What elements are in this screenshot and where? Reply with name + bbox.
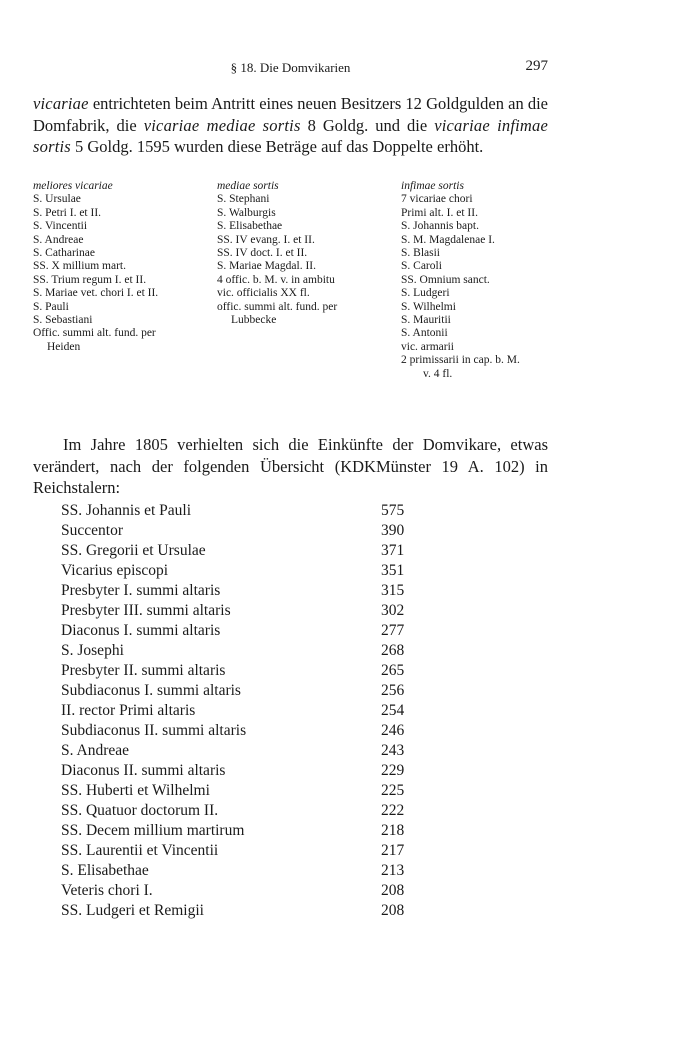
income-table <box>61 501 421 921</box>
vicar-name: S. Andreae <box>61 742 130 759</box>
table-row <box>61 821 421 841</box>
list-item: SS. Trium regum I. et II. <box>33 273 147 286</box>
list-item: 4 offic. b. M. v. in ambitu <box>217 273 335 286</box>
list-item: SS. Omnium sanct. <box>401 273 490 286</box>
table-row <box>61 701 421 721</box>
page-number: 297 <box>525 58 548 74</box>
column-heading: meliores vicariae <box>33 180 113 192</box>
vicar-name: SS. Ludgeri et Remigii <box>61 902 204 919</box>
vicar-name: S. Josephi <box>61 642 124 659</box>
income-amount: 222 <box>381 802 405 819</box>
list-item: vic. officialis XX fl. <box>217 287 310 300</box>
table-row <box>61 601 421 621</box>
list-item: S. Andreae <box>33 233 84 246</box>
running-title: § 18. Die Domvikarien <box>230 60 351 75</box>
income-amount: 246 <box>381 722 405 739</box>
vicar-name: Subdiaconus I. summi altaris <box>61 682 241 699</box>
list-item: SS. IV evang. I. et II. <box>217 233 315 246</box>
vicar-name: Presbyter I. summi altaris <box>61 582 221 599</box>
table-row <box>61 781 421 801</box>
table-row <box>61 761 421 781</box>
list-item: S. Antonii <box>401 327 448 340</box>
list-item: S. Stephani <box>217 193 270 206</box>
list-item: S. Petri I. et II. <box>33 206 102 219</box>
page-header <box>33 58 548 78</box>
table-row <box>61 521 421 541</box>
list-item: S. Mariae Magdal. II. <box>217 260 316 273</box>
list-item: SS. IV doct. I. et II. <box>217 247 308 260</box>
vicar-name: Vicarius episcopi <box>61 562 169 579</box>
italic-term: vicariae <box>33 94 89 113</box>
list-item: S. Walburgis <box>217 206 276 219</box>
table-row <box>61 561 421 581</box>
table-row <box>61 621 421 641</box>
list-item: S. Ursulae <box>33 193 81 206</box>
income-amount: 315 <box>381 582 405 599</box>
income-amount: 371 <box>381 542 405 559</box>
list-item: 2 primissarii in cap. b. M. <box>401 354 520 367</box>
table-row <box>61 801 421 821</box>
vicar-name: SS. Johannis et Pauli <box>61 502 192 519</box>
list-item: Primi alt. I. et II. <box>401 206 478 219</box>
column-meliores <box>33 180 213 354</box>
income-amount: 268 <box>381 642 405 659</box>
vicar-name: SS. Decem millium martirum <box>61 822 245 839</box>
list-item: Lubbecke <box>231 314 277 327</box>
table-row <box>61 721 421 741</box>
income-amount: 265 <box>381 662 405 679</box>
intro-paragraph <box>33 93 548 158</box>
list-item: S. Catharinae <box>33 247 95 260</box>
income-amount: 302 <box>381 602 405 619</box>
table-row <box>61 641 421 661</box>
list-item: S. Elisabethae <box>217 220 283 233</box>
list-item: S. Sebastiani <box>33 314 93 327</box>
table-row <box>61 581 421 601</box>
income-amount: 254 <box>381 702 405 719</box>
vicar-name: SS. Huberti et Wilhelmi <box>61 782 210 799</box>
income-amount: 217 <box>381 842 405 859</box>
list-item: Offic. summi alt. fund. per <box>33 327 156 340</box>
vicar-name: II. rector Primi altaris <box>61 702 196 719</box>
table-row <box>61 541 421 561</box>
income-table-body <box>61 501 421 921</box>
income-amount: 225 <box>381 782 405 799</box>
list-item: SS. X millium mart. <box>33 260 126 273</box>
column-heading: mediae sortis <box>217 180 279 192</box>
column-infimae <box>401 180 561 381</box>
income-amount: 218 <box>381 822 405 839</box>
column-heading: infimae sortis <box>401 180 464 192</box>
list-item: S. Johannis bapt. <box>401 220 479 233</box>
income-amount: 229 <box>381 762 405 779</box>
paragraph-text: 5 Goldg. 1595 wurden diese Beträge auf das Doppelte erhöht. <box>70 137 484 156</box>
vicar-name: SS. Quatuor doctorum II. <box>61 802 219 819</box>
list-item: vic. armarii <box>401 340 455 353</box>
paragraph-text: Im Jahre 1805 verhielten sich die Einkünfte der Domvikare, etwas verändert, nach der folgenden Übersicht (KDKMünster 19 A. 102) in Reichstalern: <box>33 435 548 497</box>
vicar-name: SS. Gregorii et Ursulae <box>61 542 206 559</box>
income-amount: 213 <box>381 862 405 879</box>
vicar-name: Presbyter III. summi altaris <box>61 602 231 619</box>
table-row <box>61 901 421 921</box>
income-amount: 256 <box>381 682 405 699</box>
table-row <box>61 861 421 881</box>
table-row <box>61 661 421 681</box>
table-row <box>61 741 421 761</box>
table-row <box>61 841 421 861</box>
list-item: S. Vincentii <box>33 220 88 233</box>
list-item: S. Caroli <box>401 260 442 273</box>
income-paragraph <box>33 434 548 499</box>
list-item: S. Wilhelmi <box>401 300 456 313</box>
list-item: S. Pauli <box>33 300 69 313</box>
income-amount: 277 <box>381 622 405 639</box>
list-item: offic. summi alt. fund. per <box>217 300 338 313</box>
vicar-name: Succentor <box>61 522 123 539</box>
list-item: S. Mariae vet. chori I. et II. <box>33 287 159 300</box>
list-item: S. M. Magdalenae I. <box>401 233 495 246</box>
vicar-name: Presbyter II. summi altaris <box>61 662 226 679</box>
paragraph-text: entrichteten beim Antritt eines neuen Besitzers 12 Goldgulden an die Domfabrik, die <box>33 94 548 135</box>
list-item: S. Mauritii <box>401 314 451 327</box>
table-row <box>61 881 421 901</box>
income-amount: 243 <box>381 742 405 759</box>
vicar-name: SS. Laurentii et Vincentii <box>61 842 219 859</box>
list-item: v. 4 fl. <box>423 367 453 380</box>
list-item: S. Blasii <box>401 247 440 260</box>
column-mediae <box>217 180 392 327</box>
vicar-name: Subdiaconus II. summi altaris <box>61 722 247 739</box>
income-amount: 208 <box>381 882 405 899</box>
table-row <box>61 681 421 701</box>
vicar-name: S. Elisabethae <box>61 862 149 879</box>
table-row <box>61 501 421 521</box>
list-item: 7 vicariae chori <box>401 193 473 206</box>
income-amount: 575 <box>381 502 405 519</box>
vicar-name: Diaconus II. summi altaris <box>61 762 226 779</box>
italic-term: vicariae infimae sortis <box>33 115 548 156</box>
income-amount: 208 <box>381 902 405 919</box>
income-amount: 351 <box>381 562 405 579</box>
paragraph-text: 8 Goldg. und die <box>300 115 435 135</box>
list-item: S. Ludgeri <box>401 287 450 300</box>
vicar-name: Veteris chori I. <box>61 882 153 899</box>
income-amount: 390 <box>381 522 405 539</box>
vicar-name: Diaconus I. summi altaris <box>61 622 221 639</box>
list-item: Heiden <box>47 340 81 353</box>
italic-term: vicariae mediae sortis <box>143 115 301 135</box>
